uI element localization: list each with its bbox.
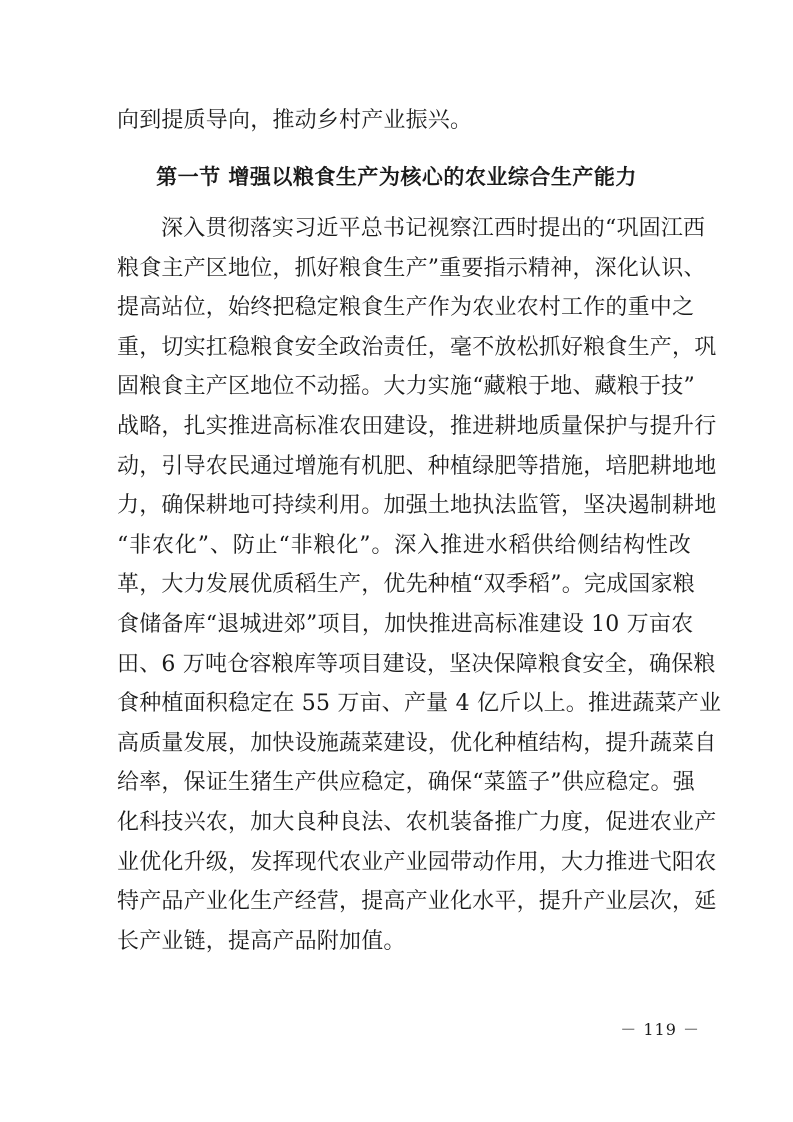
paragraph-line: 给率，保证生猪生产供应稳定，确保“菜篮子”供应稳定。强 bbox=[117, 770, 695, 796]
paragraph-line: 食种植面积稳定在 55 万亩、产量 4 亿斤以上。推进蔬菜产业 bbox=[117, 691, 722, 717]
paragraph-line: 战略，扎实推进高标准农田建设，推进耕地质量保护与提升行 bbox=[117, 413, 717, 439]
paragraph-line: 食储备库“退城进郊”项目，加快推进高标准建设 10 万亩农 bbox=[117, 611, 694, 637]
paragraph-line: 特产品产业化生产经营，提高产业化水平，提升产业层次，延 bbox=[117, 889, 717, 915]
paragraph-line: 提高站位，始终把稳定粮食生产作为农业农村工作的重中之 bbox=[117, 295, 695, 321]
continuation-paragraph bbox=[117, 101, 691, 141]
paragraph-line: 动，引导农民通过增施有机肥、种植绿肥等措施，培肥耕地地 bbox=[117, 453, 717, 479]
paragraph-line: “非农化”、防止“非粮化”。深入推进水稻供给侧结构性改 bbox=[117, 532, 691, 558]
paragraph-line: 革，大力发展优质稻生产，优先种植“双季稻”。完成国家粮 bbox=[117, 572, 695, 598]
body-paragraph bbox=[117, 209, 722, 961]
paragraph-line: 深入贯彻落实习近平总书记视察江西时提出的“巩固江西 bbox=[161, 216, 706, 241]
paragraph-line: 固粮食主产区地位不动摇。大力实施“藏粮于地、藏粮于技” bbox=[117, 374, 695, 400]
paragraph-line: 高质量发展，加快设施蔬菜建设，优化种植结构，提升蔬菜自 bbox=[117, 730, 717, 756]
paragraph-line: 化科技兴农，加大良种良法、农机装备推广力度，促进农业产 bbox=[117, 809, 717, 835]
paragraph-line: 力，确保耕地可持续利用。加强土地执法监管，坚决遏制耕地 bbox=[117, 493, 717, 519]
paragraph-line: 粮食主产区地位，抓好粮食生产”重要指示精神，深化认识、 bbox=[117, 255, 706, 281]
section-heading: 第一节 增强以粮食生产为核心的农业综合生产能力 bbox=[156, 165, 637, 189]
paragraph-line: 业优化升级，发挥现代农业产业园带动作用，大力推进弋阳农 bbox=[117, 849, 717, 875]
page-number: － 119 － bbox=[620, 1020, 700, 1039]
paragraph-line: 田、6 万吨仓容粮库等项目建设，坚决保障粮食安全，确保粮 bbox=[117, 651, 716, 677]
paragraph-line: 重，切实扛稳粮食安全政治责任，毫不放松抓好粮食生产，巩 bbox=[117, 334, 717, 360]
paragraph-line: 长产业链，提高产品附加值。 bbox=[117, 928, 406, 954]
continuation-line: 向到提质导向，推动乡村产业振兴。 bbox=[117, 108, 473, 133]
